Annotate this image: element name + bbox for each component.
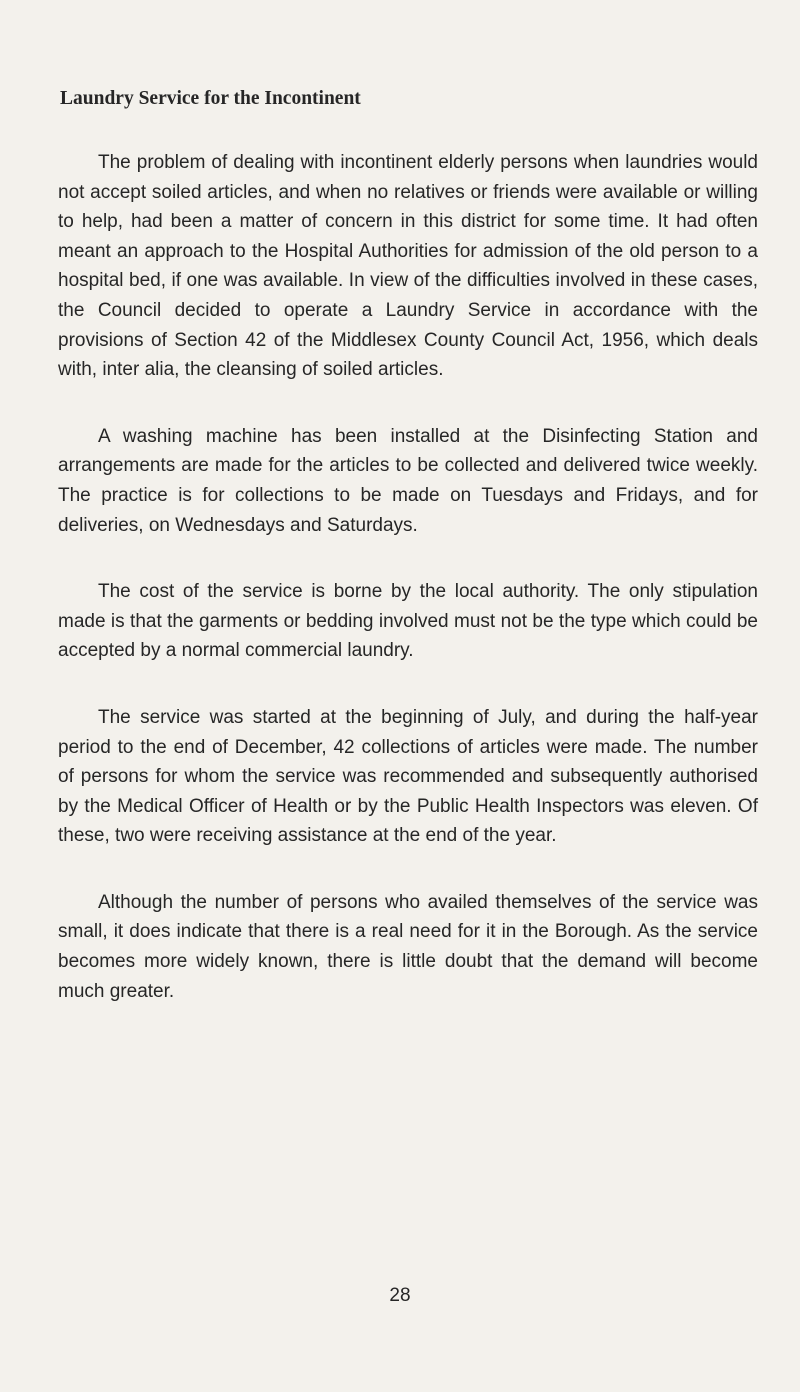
page-number: 28 [389,1285,411,1306]
paragraph-problem: The problem of dealing with incontinent elderly persons when laundries would not accept soiled articles, and when no relatives or friends were available or willing to help, had been a matter of concern in this district for some time. It had often meant an approach to the Hospital Authorities for admission of the old person to a hospital bed, if one was available. In view of the difficulties involved in these cases, the Council decided to operate a Laundry Service in accordance with the provisions of Section 42 of the Middlesex County Council Act, 1956, which deals with, inter alia, the cleansing of soiled articles. [58,152,758,381]
section-heading: Laundry Service for the Incontinent [60,88,361,109]
paragraph-cost: The cost of the service is borne by the local authority. The only stipulation made is that the garments or bedding involved must not be the type which could be accepted by a normal commercial laundry. [58,581,758,662]
paragraph-washing-machine: A washing machine has been installed at the Disinfecting Station and arrangements are made for the articles to be collected and delivered twice weekly. The practice is for collections to be made on Tuesdays and Fridays, and for deliveries, on Wednesdays and Saturdays. [58,425,758,536]
paragraph-conclusion: Although the number of persons who availed themselves of the service was small, it does indicate that there is a real need for it in the Borough. As the service becomes more widely known, there is little doubt that the demand will become much greater. [58,891,758,1002]
paragraph-service-start: The service was started at the beginning of July, and during the half-year period to the end of December, 42 collections of articles were made. The number of persons for whom the service was recommended and subsequently authorised by the Medical Officer of Health or by the Public Health Inspectors was eleven. Of these, two were receiving assistance at the end of the year. [58,706,758,847]
document-page [58,84,758,1043]
